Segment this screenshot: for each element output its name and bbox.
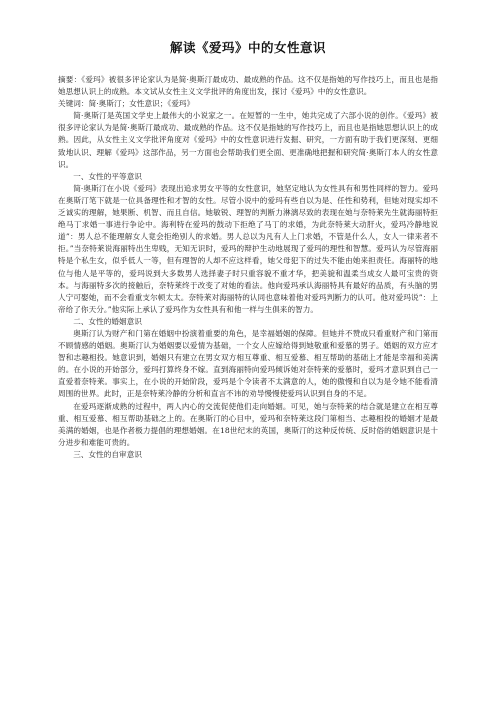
document-body [58, 74, 438, 461]
equality-paragraph: 简·奥斯汀在小说《爱玛》表现出追求男女平等的女性意识，她坚定地认为女性具有和男性同样的智力。爱玛在奥斯汀笔下就是一位具备理性和才智的女性。尽管小说中的爱玛有些自以为是、任性和势利，但她对现实却不乏诚实的理解，她果断、机智、而且自信。她敏锐、理智的判断力淋漓尽致的表现在她与奈特莱先生就海丽特拒绝马丁求婚一事进行争论中。海利特在爱玛的鼓动下拒绝了马丁的求婚，为此奈特莱大动肝火，爱玛冷静地说道”：男人总不能理解女人竟会拒绝别人的求婚。男人总以为凡有人上门求婚，不管是什么人，女人一律来者不拒。”当奈特莱说海丽特出生卑贱，无知无识时，爱玛的辩护生动地展现了爱玛的理性和智慧。爱玛认为尽管海丽特是个私生女，似乎低人一等，但有理智的人却不应这样看，她父母犯下的过失不能由她来担责任。海丽特的地位与他人是平等的，爱玛说到大多数男人选择妻子时只重容貌不重才华，把美貌和温柔当成女人最可宝贵的资本。与海丽特多次的接触后，奈特莱终于改变了对她的看法。他向爱玛承认海丽特具有最好的品质，有头脑的男人宁可娶她，而不会看重支尔顿太太。奈特莱对海丽特的认同也意味着他对爱玛判断力的认可。他对爱玛说”：上帝给了你天分。”他实际上承认了爱玛作为女性具有和他一样与生俱来的智力。 [58, 183, 438, 314]
document-title: 解读《爱玛》中的女性意识 [169, 40, 326, 55]
keywords-line: 关键词：简·奥斯汀；女性意识；《爱玛》 [58, 99, 195, 109]
section-heading-marriage: 二、女性的婚姻意识 [73, 316, 142, 326]
marriage-paragraph-2: 在爱玛逐渐成熟的过程中，两人内心的交流促使他们走向婚姻。可见，她与奈特莱的结合就是建立在相互尊重、相互爱慕、相互帮助基础之上的。在奥斯汀的心目中，爱玛和奈特莱这段门第相当、志趣相投的婚姻才是最美满的婚姻，也是作者极力提倡的理想婚姻。在18世纪末的英国，奥斯汀的这种反传统、反时俗的婚姻意识是十分进步和难能可贵的。 [58, 401, 438, 447]
marriage-paragraph-1: 奥斯汀认为财产和门第在婚姻中扮演着重要的角色，是幸福婚姻的保障。但她并不赞成只看重财产和门第而不顾情感的婚姻。奥斯汀认为婚姻要以爱情为基础，一个女人应嫁给得到她敬重和爱慕的男子。婚姻的双方应才智和志趣相投。她意识到，婚姻只有建立在男女双方相互尊重、相互爱慕、相互帮助的基础上才能是幸福和美满的。在小说的开始部分，爱玛打算终身不嫁。直到海丽特向爱玛倾诉她对奈特莱的爱慕时，爱玛才意识到自己一直爱着奈特莱。事实上，在小说的开始阶段，爱玛是个令读者不太满意的人，她的傲慢和自以为是令她不能看清周围的世界。此时，正是奈特莱冷静的分析和直言不讳的劝导慢慢使爱玛认识到自身的不足。 [58, 328, 438, 399]
intro-paragraph: 简·奥斯汀是英国文学史上最伟大的小说家之一。在短暂的一生中，她共完成了六部小说的创作。《爱玛》被很多评论家认为是简·奥斯汀最成功、最成熟的作品。这不仅是指她的写作技巧上，而且也是指她思想认识上的成熟。因此，从女性主义文学批评角度对《爱玛》中的女性意识进行发掘、研究，一方面有助于我们更深刻、更细致地认识、理解《爱玛》这部作品，另一方面也会帮助我们更全面、更准确地把握和研究简·奥斯汀本人的女性意识。 [58, 111, 438, 169]
section-heading-equality: 一、女性的平等意识 [73, 171, 142, 181]
section-heading-self-review: 三、女性的自审意识 [73, 449, 142, 459]
abstract-paragraph: 摘要：《爱玛》被很多评论家认为是简·奥斯汀最成功、最成熟的作品。这不仅是指她的写作技巧上，而且也是指她思想认识上的成熟。本文试从女性主义文学批评的角度出发，探讨《爱玛》中的女性意识。 [58, 75, 438, 97]
